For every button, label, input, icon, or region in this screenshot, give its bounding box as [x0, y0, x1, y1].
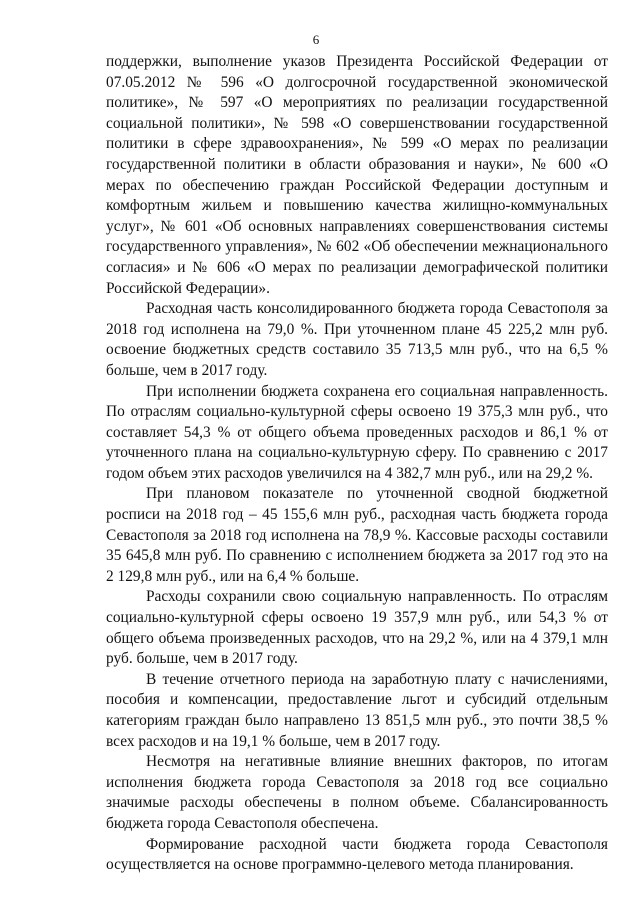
paragraph-1: поддержки, выполнение указов Президента Российской Федерации от 07.05.2012 № 596 «О долгосрочной государственной экономической политике», № 597 «О мероприятиях по реализации государственной социальной политики», № 598 «О совершенствовании государственной политики в сфере здравоохранения», № 599 «О мерах по реализации государственной политики в области образования и науки», № 600 «О мерах по обеспечению граждан Российской Федерации доступным и комфортным жильем и повышению качества жилищно-коммунальных услуг», № 601 «Об основных направлениях совершенствования системы государственного управления», № 602 «Об обеспечении межнационального согласия» и № 606 «О мерах по реализации демографической политики Российской Федерации».	[106, 53, 608, 297]
document-body	[106, 52, 608, 876]
paragraph-6: В течение отчетного периода на заработную плату с начислениями, пособия и компенсации, предоставление льгот и субсидий отдельным категориям граждан было направлено 13 851,5 млн руб., это почти 38,5 % всех расходов и на 19,1 % больше, чем в 2017 году.	[106, 670, 608, 750]
paragraph-7: Несмотря на негативные влияние внешних факторов, по итогам исполнения бюджета города Севастополя за 2018 год все социально значимые расходы обеспечены в полном объеме. Сбалансированность бюджета города Севастополя обеспечена.	[106, 753, 608, 832]
paragraph-3: При исполнении бюджета сохранена его социальная направленность. По отраслям социально-культурной сферы освоено 19 375,3 млн руб., что составляет 54,3 % от общего объема проведенных расходов и 86,1 % от уточненного плана на социально-культурную сферу. По сравнению с 2017 годом объем этих расходов увеличился на 4 382,7 млн руб., или на 29,2 %.	[106, 382, 608, 482]
page-number: 6	[312, 32, 320, 47]
paragraph-8: Формирование расходной части бюджета города Севастополя осуществляется на основе программно-целевого метода планирования.	[106, 835, 608, 874]
paragraph-5: Расходы сохранили свою социальную направленность. По отраслям социально-культурной сферы освоено 19 357,9 млн руб., или 54,3 % от общего объема произведенных расходов, что на 29,2 %, или на 4 379,1 млн руб. больше, чем в 2017 году.	[106, 588, 608, 668]
paragraph-2: Расходная часть консолидированного бюджета города Севастополя за 2018 год исполнена на 79,0 %. При уточненном плане 45 225,2 млн руб. освоение бюджетных средств составило 35 713,5 млн руб., что на 6,5 % больше, чем в 2017 году.	[106, 300, 608, 379]
paragraph-4: При плановом показателе по уточненной сводной бюджетной росписи на 2018 год – 45 155,6 млн руб., расходная часть бюджета города Севастополя за 2018 год исполнена на 78,9 %. Кассовые расходы составили 35 645,8 млн руб. По сравнению с исполнением бюджета за 2017 год это на 2 129,8 млн руб., или на 6,4 % больше.	[106, 485, 608, 585]
